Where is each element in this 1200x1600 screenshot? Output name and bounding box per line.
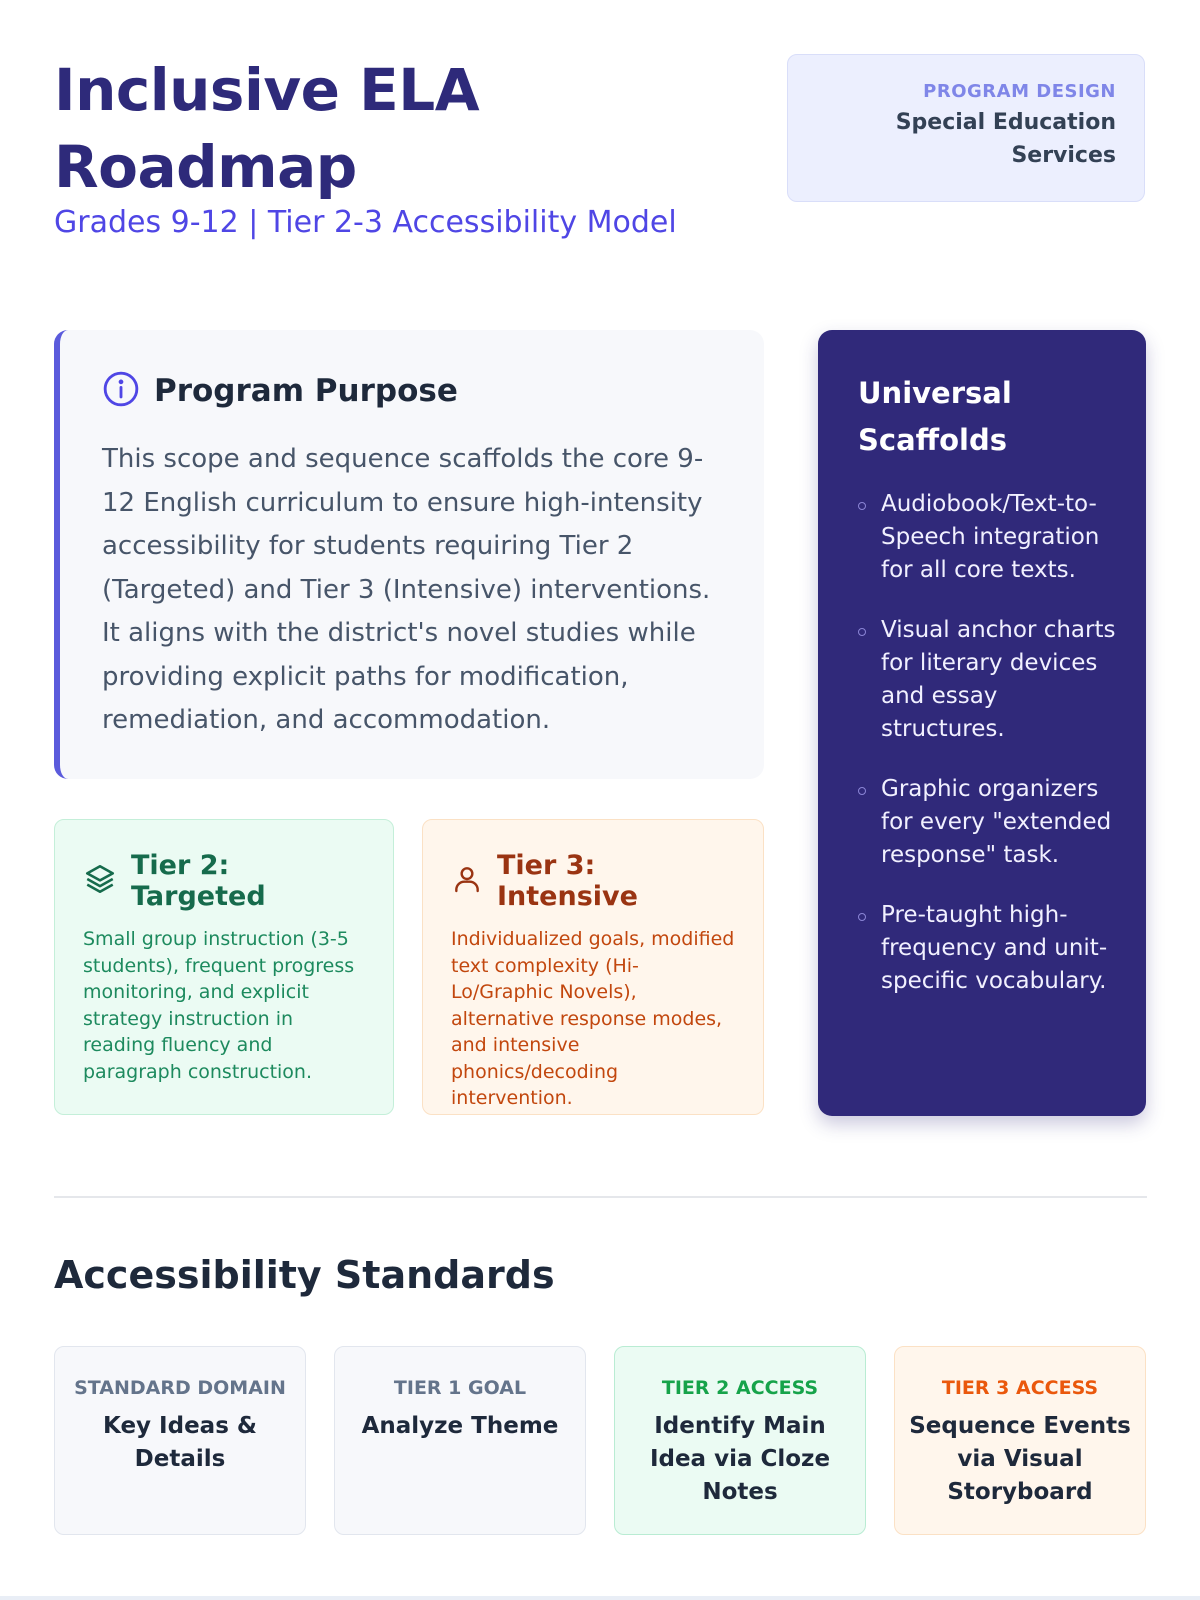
standard-card-label: TIER 2 ACCESS xyxy=(661,1377,819,1399)
tier-2-title: Tier 2: Targeted xyxy=(131,850,266,912)
standard-card-value: Analyze Theme xyxy=(361,1413,559,1439)
standard-card-value: Key Ideas & Details xyxy=(103,1413,257,1472)
page-subtitle: Grades 9-12 | Tier 2-3 Accessibility Model xyxy=(54,205,677,240)
list-item: Audiobook/Text-to-Speech integration for all core texts. xyxy=(858,488,1124,587)
tier-2-text: Small group instruction (3-5 students), frequent progress monitoring, and explicit strategy instruction in reading fluency and paragraph construction. xyxy=(83,928,355,1083)
standard-card-value: Identify Main Idea via Cloze Notes xyxy=(649,1413,831,1505)
divider xyxy=(54,1196,1147,1198)
standard-card-tier-1 xyxy=(334,1346,586,1535)
program-purpose-card xyxy=(54,330,764,779)
user-icon xyxy=(451,862,483,900)
list-item: Pre-taught high-frequency and unit-specific vocabulary. xyxy=(858,899,1124,998)
layers-icon xyxy=(83,862,117,900)
bullet-icon xyxy=(858,913,866,921)
program-purpose-title: Program Purpose xyxy=(154,373,458,409)
list-item: Visual anchor charts for literary devices and essay structures. xyxy=(858,614,1124,746)
bottom-rule xyxy=(0,1596,1200,1600)
scaffolds-list xyxy=(858,488,1124,998)
tier-3-title: Tier 3: Intensive xyxy=(497,850,638,912)
info-icon xyxy=(102,370,140,412)
standard-card-label: TIER 3 ACCESS xyxy=(941,1377,1099,1399)
standard-card-tier-2 xyxy=(614,1346,866,1535)
standard-card-value: Sequence Events via Visual Storyboard xyxy=(909,1413,1131,1505)
program-design-box xyxy=(787,54,1145,202)
bullet-icon xyxy=(858,787,866,795)
standard-card-label: TIER 1 GOAL xyxy=(393,1377,527,1399)
program-design-label: PROGRAM DESIGN xyxy=(923,81,1116,102)
list-item: Graphic organizers for every "extended response" task. xyxy=(858,773,1124,872)
universal-scaffolds-title: Universal Scaffolds xyxy=(858,376,1012,457)
page-title: Inclusive ELA Roadmap xyxy=(54,56,480,201)
program-design-value: Special Education Services xyxy=(895,110,1116,168)
standard-card-label: STANDARD DOMAIN xyxy=(74,1377,286,1399)
standard-card-domain xyxy=(54,1346,306,1535)
tier-2-card xyxy=(54,819,394,1115)
standard-card-tier-3 xyxy=(894,1346,1146,1535)
standards-heading: Accessibility Standards xyxy=(54,1253,555,1297)
tier-3-card xyxy=(422,819,764,1115)
bullet-icon xyxy=(858,628,866,636)
universal-scaffolds-panel xyxy=(818,330,1146,1116)
bullet-icon xyxy=(858,502,866,510)
tier-3-text: Individualized goals, modified text complexity (Hi-Lo/Graphic Novels), alternative response modes, and intensive phonics/decoding intervention. xyxy=(451,928,735,1109)
program-purpose-text: This scope and sequence scaffolds the core 9-12 English curriculum to ensure high-intensity accessibility for students requiring Tier 2 (Targeted) and Tier 3 (Intensive) interventions. It aligns with the district's novel studies while providing explicit paths for modification, remediation, and accommodation. xyxy=(102,444,711,735)
